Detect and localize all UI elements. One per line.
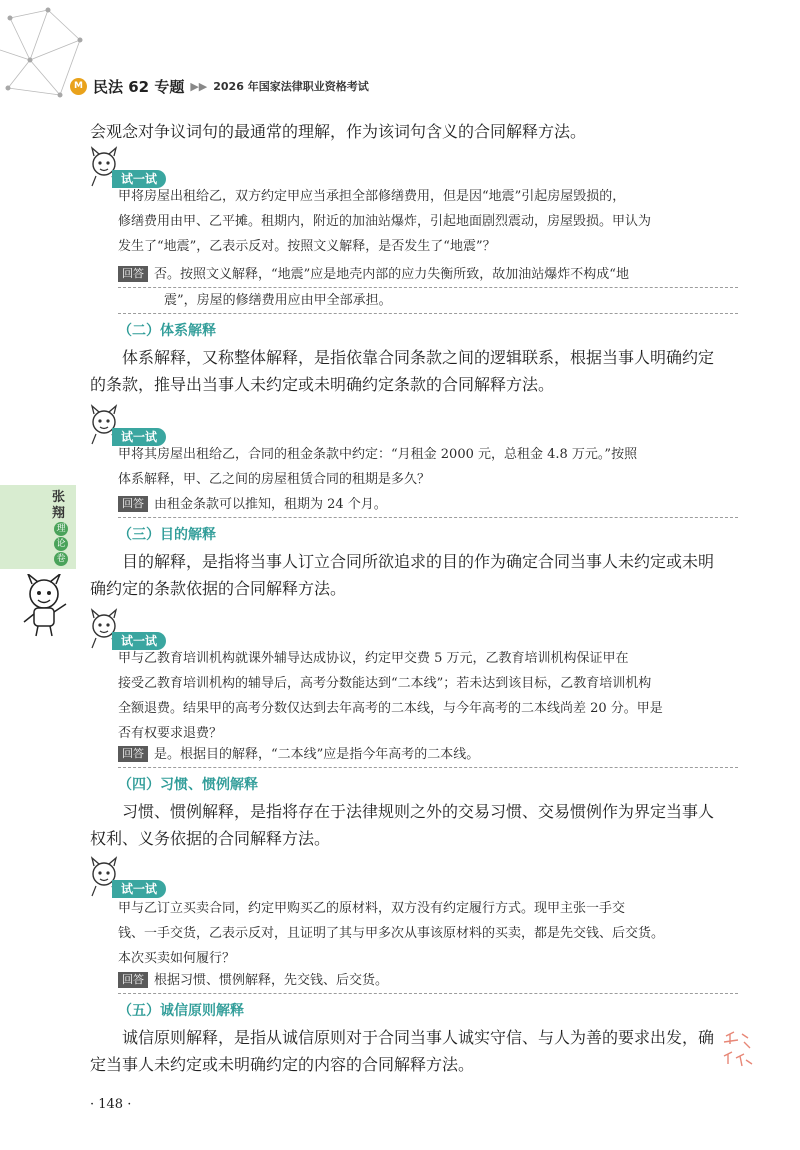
answer-label: 回答	[118, 266, 148, 282]
double-arrow-icon: ▶▶	[190, 79, 208, 93]
try-it-label: 试一试	[112, 632, 166, 650]
example-1: 甲将房屋出租给乙，双方约定甲应当承担全部修缮费用，但是因“地震”引起房屋毁损的， 修缮费用由甲、乙平摊。租期内，附近的加油站爆炸，引起地面剧烈震动，房屋毁损。甲认为 发生了“地震”，乙表示反对。按照文义解释，是否发生了“地震”？	[118, 189, 652, 254]
try-it-marker	[88, 146, 198, 188]
try-it-label: 试一试	[112, 880, 166, 898]
section-heading-4: （四）习惯、惯例解释	[118, 777, 258, 793]
answer-4: 回答 根据习惯、惯例解释，先交钱、后交货。	[118, 968, 738, 994]
section-heading-5: （五）诚信原则解释	[118, 1003, 244, 1019]
try-it-marker	[88, 608, 198, 650]
intro-paragraph: 会观念对争议词句的最通常的理解，作为该词句含义的合同解释方法。	[90, 122, 587, 141]
section-2-body: 体系解释，又称整体解释，是指依靠合同条款之间的逻辑联系，根据当事人明确约定 的条款，推导出当事人未约定或未明确约定条款的合同解释方法。	[90, 348, 715, 394]
answer-2: 回答 由租金条款可以推知，租期为 24 个月。	[118, 492, 738, 518]
section-heading-3: （三）目的解释	[118, 527, 216, 543]
book-subtitle: 2026 年国家法律职业资格考试	[213, 80, 369, 93]
try-it-label: 试一试	[112, 170, 166, 188]
series-badge: M	[70, 78, 87, 95]
volume-bubble: 卷	[54, 552, 68, 566]
answer-label: 回答	[118, 496, 148, 512]
try-it-label: 试一试	[112, 428, 166, 446]
answer-label: 回答	[118, 746, 148, 762]
volume-bubble: 论	[54, 537, 68, 551]
book-title: 民法 62 专题	[93, 77, 185, 96]
try-it-marker	[88, 404, 198, 446]
example-2: 甲将其房屋出租给乙，合同的租金条款中约定：“月租金 2000 元，总租金 4.8 万元。”按照 体系解释，甲、乙之间的房屋租赁合同的租期是多久？	[118, 447, 638, 487]
running-header	[70, 74, 369, 98]
section-5-body: 诚信原则解释，是指从诚信原则对于合同当事人诚实守信、与人为善的要求出发，确 定当事人未约定或未明确约定的内容的合同解释方法。	[90, 1028, 715, 1074]
author-name: 张翔	[52, 490, 66, 521]
page-number: · 148 ·	[90, 1097, 132, 1112]
try-it-marker	[88, 856, 198, 898]
answer-label: 回答	[118, 972, 148, 988]
example-4: 甲与乙订立买卖合同，约定甲购买乙的原材料，双方没有约定履行方式。现甲主张一手交 钱、一手交货，乙表示反对，且证明了其与甲多次从事该原材料的买卖，都是先交钱、后交货。 本次买卖如何履行？	[118, 901, 665, 966]
red-stamp-mark	[720, 1030, 754, 1070]
answer-1: 回答 否。按照文义解释，“地震”应是地壳内部的应力失衡所致，故加油站爆炸不构成“地 震”，房屋的修缮费用应由甲全部承担。	[118, 262, 738, 314]
example-3: 甲与乙教育培训机构就课外辅导达成协议，约定甲交费 5 万元，乙教育培训机构保证甲在 接受乙教育培训机构的辅导后，高考分数能达到“二本线”；若未达到该目标，乙教育培训机构 全额退费。结果甲的高考分数仅达到去年高考的二本线，与今年高考的二本线尚差 20 分。甲是 否有权要求退费？	[118, 651, 663, 741]
answer-3: 回答 是。根据目的解释，“二本线”应是指今年高考的二本线。	[118, 742, 738, 768]
volume-bubbles	[54, 522, 68, 567]
volume-bubble: 理	[54, 522, 68, 536]
section-4-body: 习惯、惯例解释，是指将存在于法律规则之外的交易习惯、交易惯例作为界定当事人 权利、义务依据的合同解释方法。	[90, 802, 715, 848]
mascot-illustration-icon	[18, 574, 74, 638]
section-3-body: 目的解释，是指将当事人订立合同所欲追求的目的作为确定合同当事人未约定或未明 确约定的条款依据的合同解释方法。	[90, 552, 715, 598]
section-heading-2: （二）体系解释	[118, 323, 216, 339]
